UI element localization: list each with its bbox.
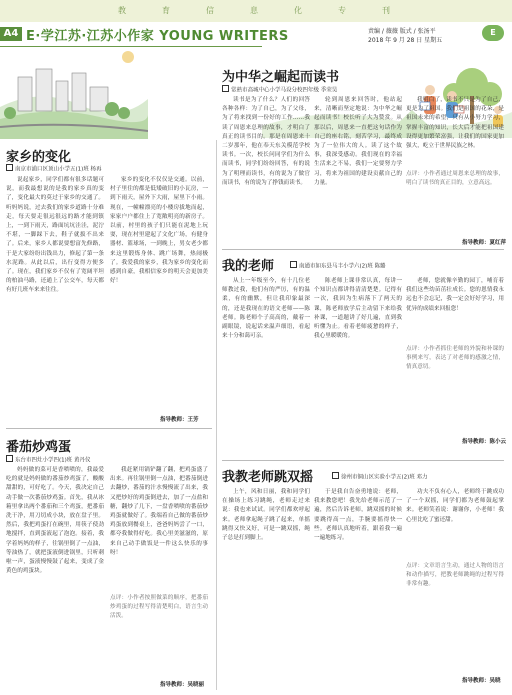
divider bbox=[6, 428, 212, 429]
article-body: 上午，风和日丽，我和同学们在操场上练习跳绳，老师走过来说：我也来试试。同学们都欢呼起来。老师拿起绳子跳了起来，单摇跳得又快又好，可是一跳双摇，绳子总是打到脚上。 bbox=[222, 489, 310, 542]
article-body: 说起家乡，同学们都有很多话题可说，而我最想说的是我的家乡真的变了，变化最大的莫过于家乡的交通了。听妈妈说，过去我们的家乡道路十分难走，每天要走很远很远的路才能到镇上，一到下雨天，路面坑坑洼洼，泥泞不堪，一脚踩下去，鞋子就拔不出来了。后来，家乡人都说要想富先修路，于是大家纷纷出钱出力，修起了第一条水泥路。从此以后，出行变得方便多了。现在，我们家乡不仅有了宽阔平坦的柏油马路，还通上了公交车，每天都有好几班车来来往往。 bbox=[6, 177, 104, 294]
article-body: 轮到周恩来回答时，他站起来，清晰而坚定地说：为中华之崛起而读书！校长听了大为赞赏。从那以后，周恩来一直把这句话作为自己的座右铭，刻苦学习，最终成为了一位伟大的人。读了这个故事，我深受感动。我们现在的幸福生活来之不易，我们一定要努力学习，将来为祖国的建设贡献自己的力量。 bbox=[314, 97, 402, 186]
logo-icon: E bbox=[482, 25, 504, 41]
masthead-word: 刊 bbox=[382, 6, 391, 15]
article-title: 番茄炒鸡蛋 bbox=[6, 440, 72, 455]
article-body: 陈老师上课非常认真，每讲一个知识点都讲得清清楚楚。记得有一次，我因为生病落下了两天的课，陈老师放学后主动留下来给我补课，一道题讲了好几遍，直到我听懂为止。看着老师疲惫的样子，我心里暖暖的。 bbox=[314, 278, 402, 340]
masthead-word: 息 bbox=[250, 6, 259, 15]
article-body: 读书是为了什么？人们的回答各种各样：为了自己，为了父母，为了将来找到一份好的工作……我读了周恩来总理的故事，才明白了真正的读书目的。那是在周恩来十二岁那年，他在奉天东关模范学校读书。一次，校长问同学们为什么而读书，同学们纷纷回答，有的说为了明理而读书，有的说为了做官而读书，有的说为了挣钱而读书。 bbox=[222, 97, 310, 186]
masthead-word: 教 bbox=[118, 6, 127, 15]
article-author: 南京市浦口区顶山小学五(1)班 杨再 bbox=[6, 164, 102, 173]
article-body: 从上一年级至今，有十几位老师教过我，他们有的严厉，有的温柔，有的幽默，但让我印象最深的，还是我现在的语文老师——陈老师。陈老师个子高高的，戴着一副眼镜，说起话来温声细语，看起来十分和蔼可亲。 bbox=[222, 278, 310, 340]
article-author: 常熟市高城中心小学马设分校四年级 季荣昊 bbox=[222, 85, 337, 94]
teacher-comment: 点评：小作者按照做菜的顺序，把番茄炒鸡蛋的过程写得清楚明白，语言生动活泼。 bbox=[110, 595, 208, 620]
editor-line: 责编 / 薇薇 版式 / 张汤平 bbox=[368, 28, 436, 35]
article-author: 徐州市铜山区实验小学五(2)班 邓力 bbox=[332, 472, 428, 481]
article-title: 家乡的变化 bbox=[6, 150, 72, 165]
masthead-word: 专 bbox=[338, 6, 347, 15]
divider bbox=[222, 460, 504, 461]
date-line: 2018 年 9 月 28 日 星期五 bbox=[368, 37, 443, 44]
landscape-illustration bbox=[0, 47, 148, 139]
article-title: 我的老师 bbox=[222, 259, 275, 274]
teacher-signature: 指导教师：王芳 bbox=[160, 417, 199, 423]
teacher-comment: 点评：文章语言生动，通过人物的语言和动作描写，把教老师跳绳的过程写得非常有趣。 bbox=[406, 563, 504, 588]
divider bbox=[222, 249, 504, 250]
masthead-word: 信 bbox=[206, 6, 215, 15]
editor-info bbox=[368, 27, 442, 45]
article-title: 我教老师跳双摇 bbox=[222, 470, 314, 485]
article-body: 妈妈做的菜可是香喷喷的，我最爱吃的就是妈妈做的番茄炒鸡蛋了，酸酸甜甜的，可好吃了。今天，我决定自己动手做一次番茄炒鸡蛋。首先，我从冰箱里拿出两个番茄和三个鸡蛋，把番茄洗干净，用刀切成小块，放在盘子里。然后，我把鸡蛋打在碗里，用筷子使劲地搅拌，直到蛋液起了泡泡。接着，我学着妈妈的样子，往锅里倒了一点油，等油热了，就把蛋液倒进锅里，只听刺啦一声，蛋液慢慢鼓了起来，变成了金黄色的鸡蛋块。 bbox=[6, 467, 104, 575]
article-author: 南通市如东县马丰小学六(2)班 陈璐 bbox=[290, 261, 386, 270]
teacher-comment: 点评：小作者抓住老师的外貌和补课的事例来写，表达了对老师的感激之情，情真意切。 bbox=[406, 346, 504, 371]
page-number: A4 bbox=[0, 27, 22, 41]
article-body: 老师，您就像辛勤的园丁，哺育着我们这些幼苗茁壮成长。您的恩情我永远也不会忘记，我一定会好好学习，用优异的成绩来回报您！ bbox=[406, 278, 504, 312]
teacher-comment: 点评：小作者通过周恩来总理的故事，明白了读书的真正目的，立意高远。 bbox=[406, 171, 504, 187]
article-body: 我明白了，读书不只是为了自己，更是为了祖国。我们是祖国的花朵，是祖国未来的希望，只有从小努力学习，掌握丰富的知识，长大后才能把祖国建设得更加繁荣富强，让我们的国家更加强大，屹立于世界民族之林。 bbox=[406, 97, 504, 150]
teacher-signature: 指导教师：吴晓 bbox=[462, 678, 501, 684]
teacher-signature: 指导教师：夏红萍 bbox=[462, 240, 507, 246]
masthead-word: 育 bbox=[162, 6, 171, 15]
article-body: 于是我自告奋勇地说：老师，我来教您吧！我先给老师示范了一遍，然后告诉老师，跳双摇的时候要跳得高一点，手腕要摇得快一些。老师认真地听着，跟着我一遍一遍地练习。 bbox=[314, 489, 402, 542]
section-title: E·学江苏·江苏小作家 YOUNG WRITERS bbox=[26, 29, 289, 44]
article-body: 家乡的变化不仅仅是交通。以前，村子里住的都是低矮破旧的小瓦房，一到下雨天，屋外下大雨，屋里下小雨。现在，一幢幢漂亮的小楼房拔地而起，家家户户都住上了宽敞明亮的新房子。以前，村里的孩子们只能在泥地上玩耍，现在村里建起了文化广场，有健身器材、篮球场，一到晚上，男女老少都来这里锻炼身体、跳广场舞，热闹极了。我爱我的家乡，我为家乡的变化而感到自豪，我相信家乡的明天会更加美好！ bbox=[110, 177, 208, 285]
masthead-word: 化 bbox=[294, 6, 303, 15]
article-body: 功夫不负有心人，老师终于跳成功了一个双摇，同学们都为老师鼓起掌来。老师笑着说：谢谢你，小老师！我心里比吃了蜜还甜。 bbox=[406, 489, 504, 523]
article-author: 东台市四灶小学四(1)班 黄丹仪 bbox=[6, 455, 91, 464]
teacher-signature: 指导教师：吴晓丽 bbox=[160, 682, 205, 688]
article-title: 为中华之崛起而读书 bbox=[222, 70, 340, 85]
column-divider bbox=[216, 140, 217, 690]
article-body: 我赶紧用锅铲翻了翻，把鸡蛋盛了出来。再往锅里倒一点油，把番茄倒进去翻炒，番茄的汁水慢慢流了出来，我又把炒好的鸡蛋倒进去，加了一点盐和糖，翻炒了几下，一盘香喷喷的番茄炒鸡蛋就做好了。我端着自己做的番茄炒鸡蛋放到餐桌上，爸爸妈妈尝了一口，都夸我做得好吃。我心里美滋滋的，原来自己动手做饭是一件这么快乐的事呀！ bbox=[110, 467, 208, 556]
teacher-signature: 指导教师：陈小云 bbox=[462, 439, 507, 445]
